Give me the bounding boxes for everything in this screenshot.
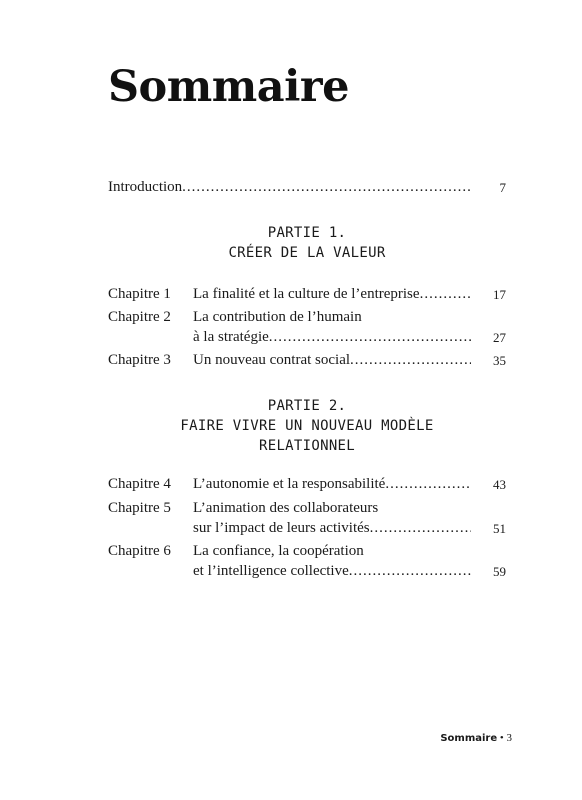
chapter-label: Chapitre 3 bbox=[108, 352, 171, 368]
part-1-number: PARTIE 1. bbox=[267, 225, 347, 241]
dot-leader bbox=[269, 327, 471, 347]
part-2-title-line-2: RELATIONNEL bbox=[258, 438, 356, 454]
chapter-label: Chapitre 1 bbox=[108, 286, 171, 302]
dot-leader bbox=[349, 561, 471, 581]
page-title: Sommaire bbox=[108, 62, 349, 112]
toc-introduction-page: 7 bbox=[499, 180, 506, 195]
part-1-heading bbox=[108, 223, 506, 263]
chapter-title-line-1: La confiance, la coopération bbox=[193, 543, 364, 559]
part-1-title: CRÉER DE LA VALEUR bbox=[228, 245, 386, 261]
chapter-label: Chapitre 4 bbox=[108, 476, 171, 492]
chapter-label: Chapitre 6 bbox=[108, 543, 171, 559]
footer-label: Sommaire bbox=[440, 733, 498, 744]
dot-leader bbox=[385, 474, 471, 494]
chapter-title: L’autonomie et la responsabilité bbox=[193, 476, 386, 492]
chapter-title-line-2: et l’intelligence collective bbox=[193, 563, 349, 579]
chapter-label: Chapitre 2 bbox=[108, 309, 171, 325]
chapter-title-line-1: L’animation des collaborateurs bbox=[193, 500, 379, 516]
chapter-page: 27 bbox=[493, 330, 506, 345]
page-footer bbox=[440, 732, 512, 744]
chapter-title-line-1: La contribution de l’humain bbox=[193, 309, 362, 325]
part-2-number: PARTIE 2. bbox=[267, 398, 347, 414]
dot-leader bbox=[370, 518, 471, 538]
chapter-title: La finalité et la culture de l’entreprise bbox=[193, 286, 420, 302]
dot-leader bbox=[182, 177, 471, 197]
dot-leader bbox=[350, 350, 471, 370]
toc-introduction-label: Introduction bbox=[108, 179, 183, 195]
chapter-page: 51 bbox=[493, 521, 506, 536]
dot-leader bbox=[420, 284, 471, 304]
chapter-page: 59 bbox=[493, 564, 506, 579]
chapter-page: 17 bbox=[493, 287, 506, 302]
footer-page-number: 3 bbox=[506, 732, 512, 744]
chapter-page: 35 bbox=[493, 353, 506, 368]
part-2-title-line-1: FAIRE VIVRE UN NOUVEAU MODÈLE bbox=[180, 418, 434, 434]
chapter-title: Un nouveau contrat social bbox=[193, 352, 351, 368]
chapter-page: 43 bbox=[493, 477, 506, 492]
footer-bullet: • bbox=[499, 732, 504, 744]
chapter-label: Chapitre 5 bbox=[108, 500, 171, 516]
part-2-heading bbox=[108, 396, 506, 456]
chapter-title-line-2: sur l’impact de leurs activités bbox=[193, 520, 370, 536]
chapter-title-line-2: à la stratégie bbox=[193, 329, 269, 345]
